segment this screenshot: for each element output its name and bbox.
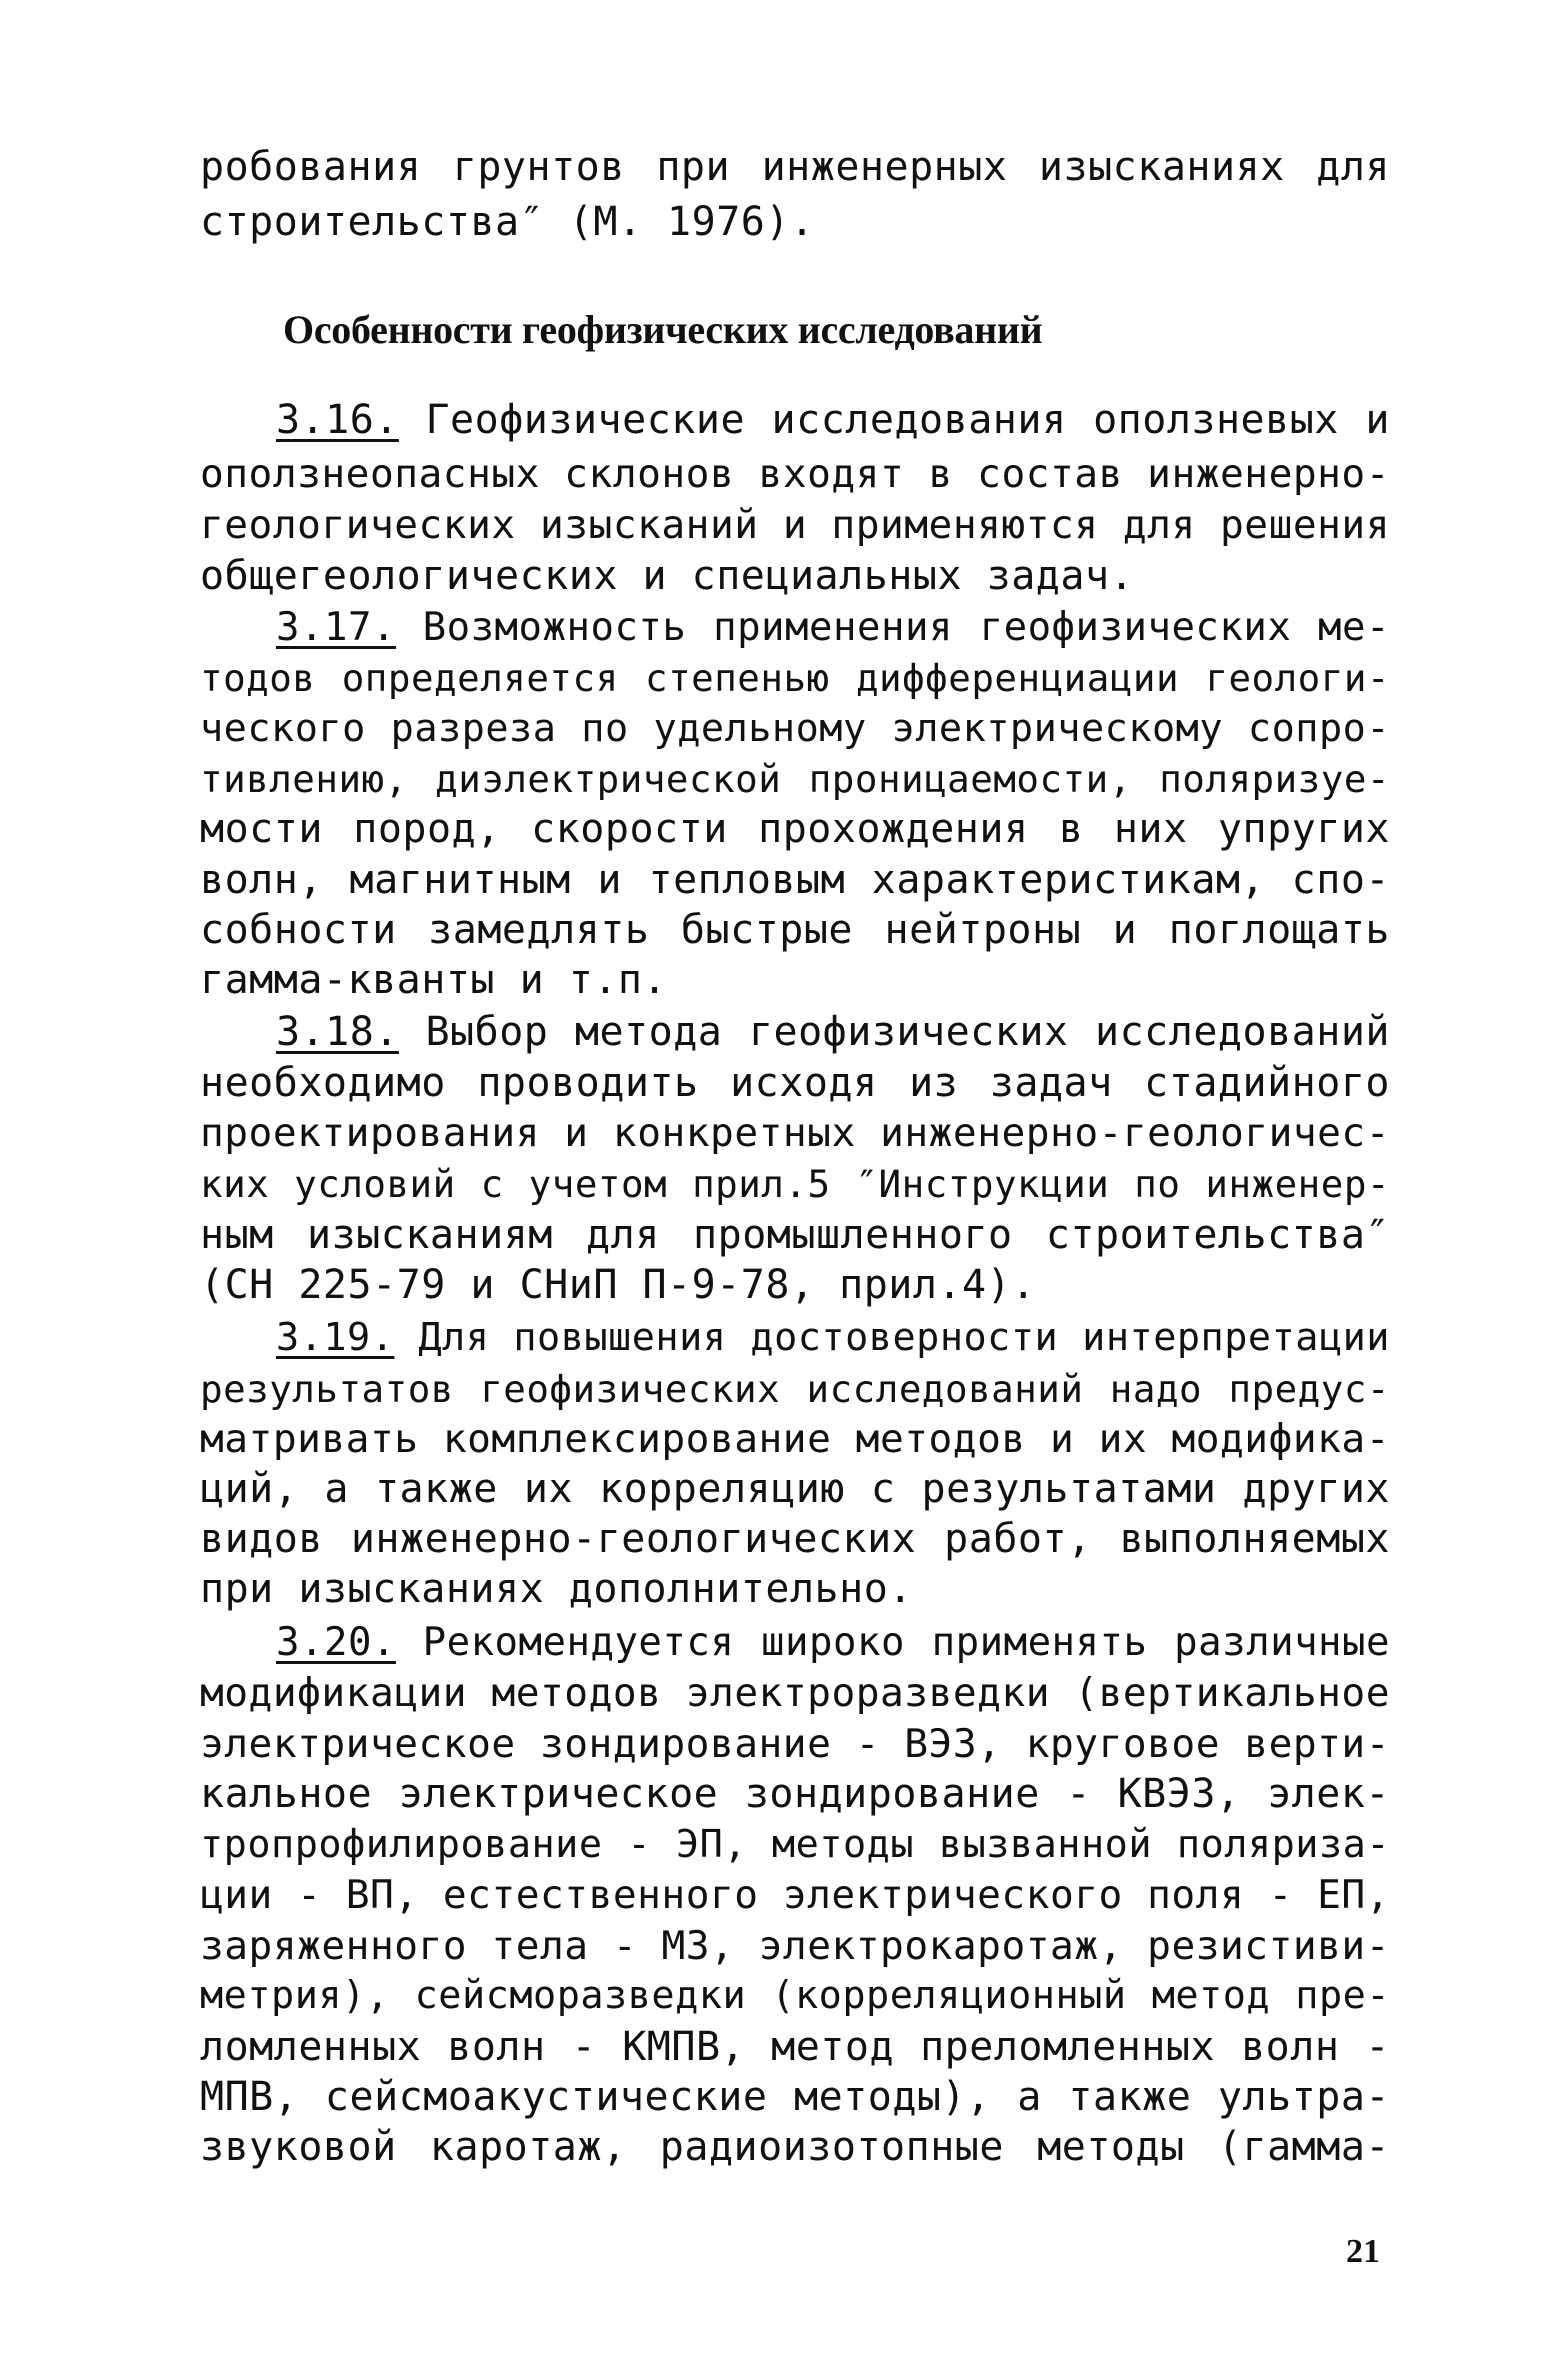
paragraph-number: 3.18. [276,1009,399,1055]
paragraph-number: 3.16. [276,397,399,443]
text-line: ции - ВП, естественного электрического поля - ЕП, [200,1872,1390,1918]
text-line: матривать комплексирование методов и их модифика- [200,1416,1390,1462]
text-line: Возможность применения геофизических ме- [395,605,1390,650]
text-line: кальное электрическое зондирование - КВЭЗ, элек- [200,1771,1390,1817]
text-line: Геофизические исследования оползневых и [398,397,1390,443]
text-line: собности замедлять быстрые нейтроны и поглощать [200,907,1390,953]
text-line: тодов определяется степенью дифференциации геологи- [200,656,1390,700]
text-line: заряженного тела - МЗ, электрокаротаж, резистиви- [200,1923,1390,1969]
text-line: ких условий с учетом прил.5 ″Инструкции по инженер- [200,1162,1390,1206]
text-line: мости пород, скорости прохождения в них упругих [200,806,1390,852]
paragraph-first-line [276,1618,1390,1668]
text-line: видов инженерно-геологических работ, выполняемых [200,1516,1390,1562]
text-line: МПВ, сейсмоакустические методы), а также ультра- [200,2074,1390,2120]
text-line: ций, а также их корреляцию с результатами других [200,1466,1390,1512]
text-line: оползнеопасных склонов входят в состав инженерно- [200,451,1390,497]
text-line: необходимо проводить исходя из задач стадийного [200,1060,1390,1106]
text-line: результатов геофизических исследований надо предус- [200,1367,1390,1411]
text-line: ным изысканиям для промышленного строительства″ [200,1212,1390,1258]
paragraph-number: 3.20. [276,1620,396,1665]
text-line: общегеологических и специальных задач. [200,553,1135,599]
text-line: ломленных волн - КМПВ, метод преломленных волн - [200,2024,1390,2070]
text-line: Для повышения достоверности интерпретации [394,1315,1390,1360]
text-line: проектирования и конкретных инженерно-геологичес- [200,1110,1390,1156]
section-heading: Особенности геофизических исследований [283,307,1043,352]
text-line: метрия), сейсморазведки (корреляционный метод пре- [200,1973,1390,2018]
text-line: Рекомендуется широко применять различные [395,1620,1390,1665]
paragraph-first-line [276,1313,1390,1363]
text-line: звуковой каротаж, радиоизотопные методы (гамма- [200,2124,1390,2170]
paragraph-number: 3.17. [276,605,396,650]
text-line: ческого разреза по удельному электрическому сопро- [200,706,1390,751]
text-line: Выбор метода геофизических исследований [398,1009,1390,1055]
text-line: тивлению, диэлектрической проницаемости, поляризуе- [200,757,1390,801]
text-line: геологических изысканий и применяются для решения [200,502,1390,548]
page-number: 21 [1346,2233,1380,2270]
text-line: гамма-кванты и т.п. [200,957,668,1003]
paragraph-first-line [276,395,1390,445]
paragraph-first-line [276,603,1390,653]
text-line: модификации методов электроразведки (вертикальное [200,1670,1390,1716]
text-line: электрическое зондирование - ВЭЗ, круговое верти- [200,1721,1390,1767]
text-line: тропрофилирование - ЭП, методы вызванной поляриза- [200,1822,1390,1867]
text-line: при изысканиях дополнительно. [200,1566,913,1612]
text-line: (СН 225-79 и СНиП П-9-78, прил.4). [200,1262,1036,1308]
text-line: робования грунтов при инженерных изысканиях для [200,144,1390,190]
paragraph-number: 3.19. [276,1315,395,1360]
paragraph-first-line [276,1007,1390,1057]
text-line: строительства″ (М. 1976). [200,199,815,245]
text-line: волн, магнитным и тепловым характеристикам, спо- [200,857,1390,903]
